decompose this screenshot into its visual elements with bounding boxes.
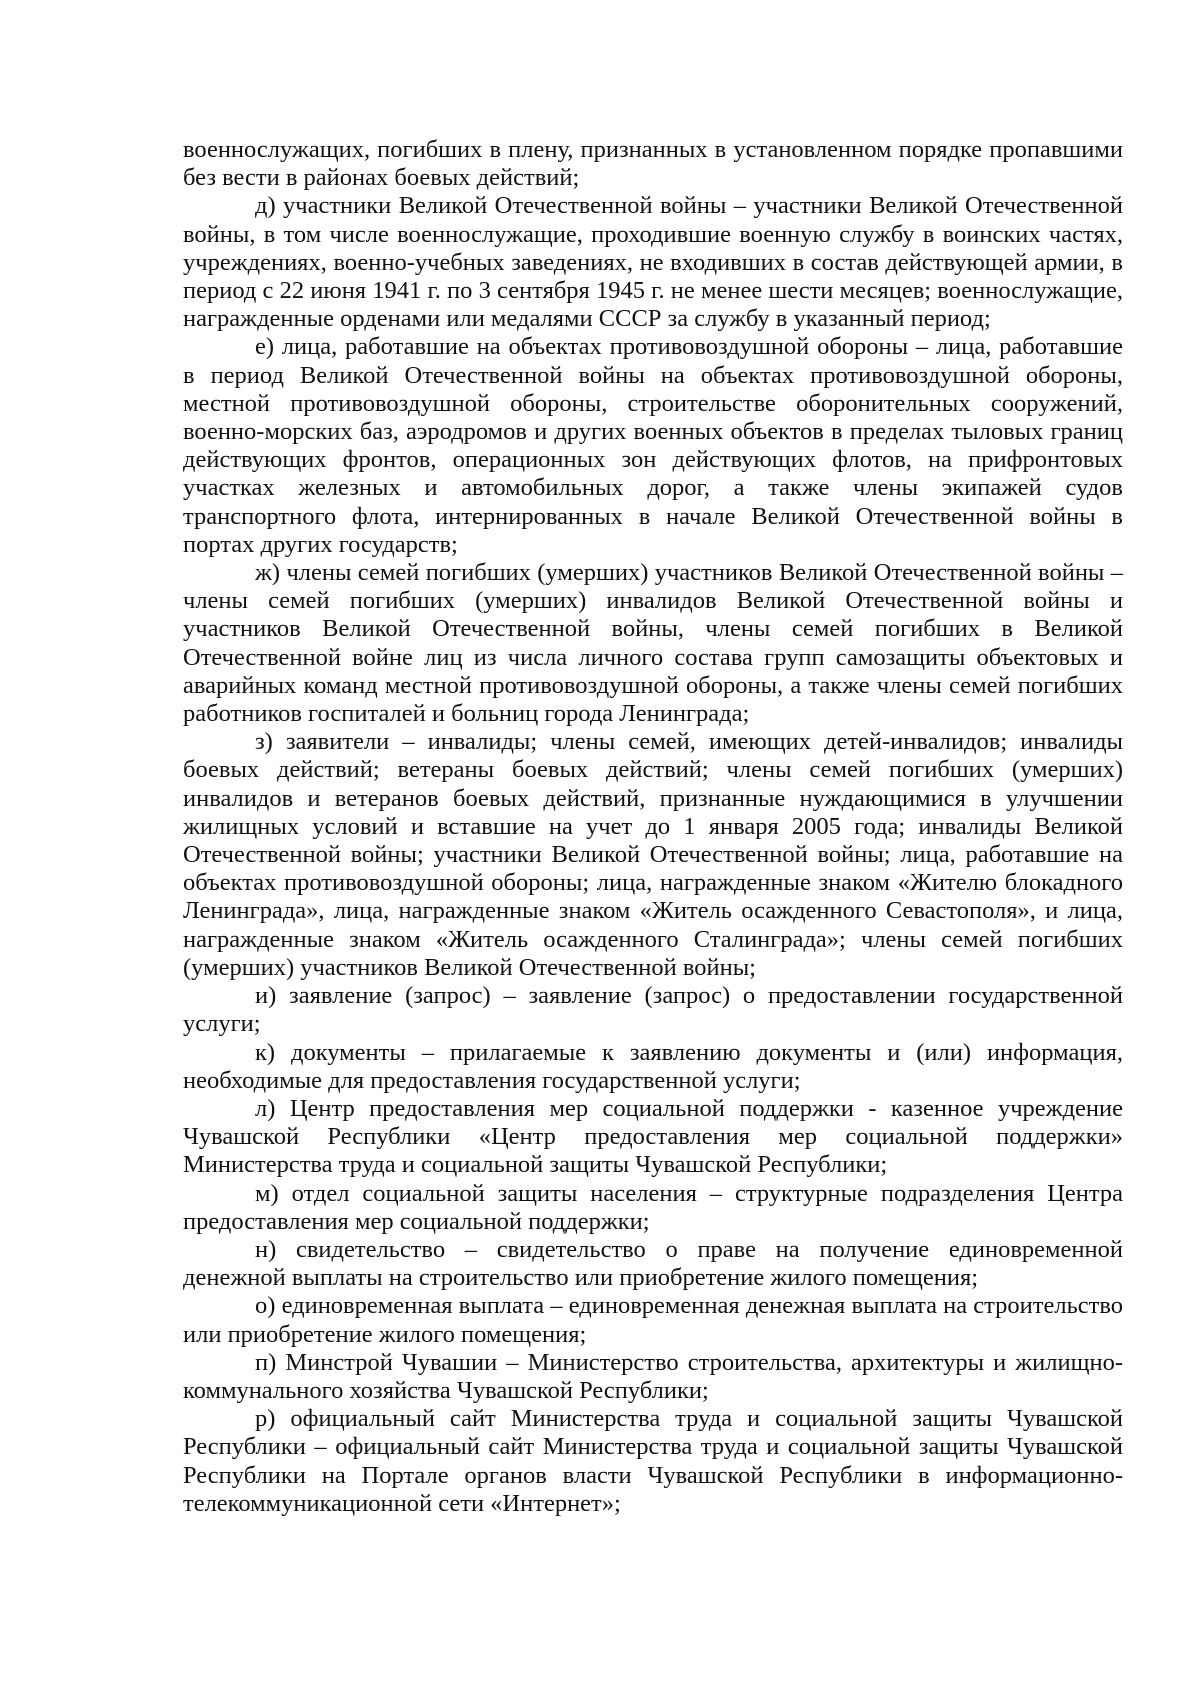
paragraph-continuation: военнослужащих, погибших в плену, признанных в установленном порядке пропавшими без вести в районах боевых действий;	[183, 136, 1123, 192]
paragraph-k: к) документы – прилагаемые к заявлению документы и (или) информация, необходимые для предоставления государственной услуги;	[183, 1038, 1123, 1094]
paragraph-zh: ж) члены семей погибших (умерших) участников Великой Отечественной войны – члены семей погибших (умерших) инвалидов Великой Отечественной войны и участников Великой Отечественной войны, члены семей погибших в Великой Отечественной войне лиц из числа личного состава групп самозащиты объектовых и аварийных команд местной противовоздушной обороны, а также члены семей погибших работников госпиталей и больниц города Ленинграда;	[183, 559, 1123, 728]
paragraph-d: д) участники Великой Отечественной войны – участники Великой Отечественной войны, в том числе военнослужащие, проходившие военную службу в воинских частях, учреждениях, военно-учебных заведениях, не входивших в состав действующей армии, в период с 22 июня 1941 г. по 3 сентября 1945 г. не менее шести месяцев; военнослужащие, награжденные орденами или медалями СССР за службу в указанный период;	[183, 192, 1123, 333]
paragraph-i: и) заявление (запрос) – заявление (запрос) о предоставлении государственной услуги;	[183, 982, 1123, 1038]
document-page	[183, 136, 1123, 1518]
paragraph-m: м) отдел социальной защиты населения – структурные подразделения Центра предоставления мер социальной поддержки;	[183, 1179, 1123, 1235]
paragraph-l: л) Центр предоставления мер социальной поддержки - казенное учреждение Чувашской Республики «Центр предоставления мер социальной поддержки» Министерства труда и социальной защиты Чувашской Республики;	[183, 1094, 1123, 1179]
paragraph-e: е) лица, работавшие на объектах противовоздушной обороны – лица, работавшие в период Великой Отечественной войны на объектах противовоздушной обороны, местной противовоздушной обороны, строительстве оборонительных сооружений, военно-морских баз, аэродромов и других военных объектов в пределах тыловых границ действующих фронтов, операционных зон действующих флотов, на прифронтовых участках железных и автомобильных дорог, а также члены экипажей судов транспортного флота, интернированных в начале Великой Отечественной войны в портах других государств;	[183, 333, 1123, 558]
paragraph-r: р) официальный сайт Министерства труда и социальной защиты Чувашской Республики – официальный сайт Министерства труда и социальной защиты Чувашской Республики на Портале органов власти Чувашской Республики в информационно-телекоммуникационной сети «Интернет»;	[183, 1405, 1123, 1517]
paragraph-p: п) Минстрой Чувашии – Министерство строительства, архитектуры и жилищно-коммунального хозяйства Чувашской Республики;	[183, 1348, 1123, 1404]
paragraph-o: о) единовременная выплата – единовременная денежная выплата на строительство или приобретение жилого помещения;	[183, 1292, 1123, 1348]
paragraph-n: н) свидетельство – свидетельство о праве на получение единовременной денежной выплаты на строительство или приобретение жилого помещения;	[183, 1235, 1123, 1292]
paragraph-z: з) заявители – инвалиды; члены семей, имеющих детей-инвалидов; инвалиды боевых действий; ветераны боевых действий; члены семей погибших (умерших) инвалидов и ветеранов боевых действий, признанные нуждающимися в улучшении жилищных условий и вставшие на учет до 1 января 2005 года; инвалиды Великой Отечественной войны; участники Великой Отечественной войны; лица, работавшие на объектах противовоздушной обороны; лица, награжденные знаком «Жителю блокадного Ленинграда», лица, награжденные знаком «Житель осажденного Севастополя», и лица, награжденные знаком «Житель осажденного Сталинграда»; члены семей погибших (умерших) участников Великой Отечественной войны;	[183, 728, 1123, 981]
